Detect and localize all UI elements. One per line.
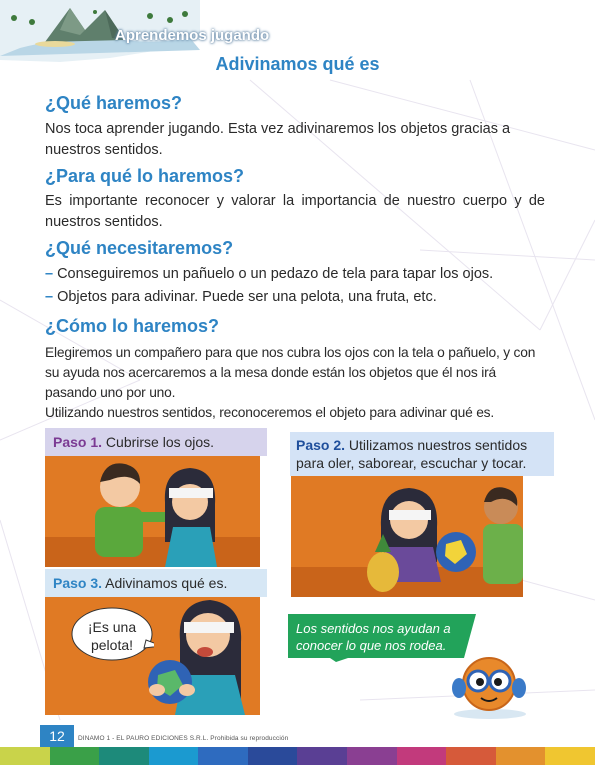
heading-what: ¿Qué haremos?	[45, 93, 183, 113]
bullet-dash: –	[45, 289, 54, 305]
list-item-text: Conseguiremos un pañuelo o un pedazo de tela para tapar los ojos.	[57, 266, 494, 282]
speech-bubble-text: ¡Es una pelota!	[87, 619, 137, 653]
step3-number: Paso 3.	[53, 575, 103, 591]
step2-number: Paso 2.	[296, 437, 346, 453]
heading-why: ¿Para qué lo haremos?	[45, 166, 245, 186]
heading-materials: ¿Qué necesitaremos?	[45, 238, 234, 258]
heading-how: ¿Cómo lo haremos?	[45, 316, 220, 336]
step2-label	[290, 432, 554, 476]
step2-illustration	[291, 472, 523, 597]
page-number: 12	[40, 725, 74, 747]
footer-note: DINAMO 1 - EL PAURO EDICIONES S.R.L. Prohibida su reproducción	[78, 735, 289, 742]
text-why: Es importante reconocer y valorar la importancia de nuestro cuerpo y de nuestros sentidos.	[45, 193, 545, 230]
bullet-dash: –	[45, 266, 54, 282]
step1-text: Cubrirse los ojos.	[105, 434, 215, 450]
footer-color-strip	[0, 747, 595, 765]
mascot-robot-icon	[445, 648, 535, 720]
list-item-text: Objetos para adivinar. Puede ser una pelota, una fruta, etc.	[57, 289, 437, 305]
step3-label	[45, 569, 267, 597]
step2-text: Utilizamos nuestros sentidos para oler, saborear, escuchar y tocar.	[296, 437, 528, 471]
step1-number: Paso 1.	[53, 434, 103, 450]
text-how: Elegiremos un compañero para que nos cubra los ojos con la tela o pañuelo, y con su ayuda nos acercaremos a la mesa donde están los objetos que él nos irá pasando uno por uno.	[45, 345, 536, 400]
list-item	[45, 264, 493, 285]
list-item	[45, 287, 437, 308]
step3-text: Adivinamos qué es.	[105, 575, 228, 591]
callout-text: Los sentidos nos ayudan a conocer lo que nos rodea.	[296, 621, 451, 653]
step1-label	[45, 428, 267, 456]
step1-illustration	[45, 442, 260, 567]
section-label: Aprendemos jugando	[115, 27, 270, 44]
text-how-2: Utilizando nuestros sentidos, reconoceremos el objeto para adivinar qué es.	[45, 405, 494, 420]
page-title: Adivinamos qué es	[215, 54, 380, 74]
text-what: Nos toca aprender jugando. Esta vez adivinaremos los objetos gracias a nuestros sentidos.	[45, 121, 511, 158]
